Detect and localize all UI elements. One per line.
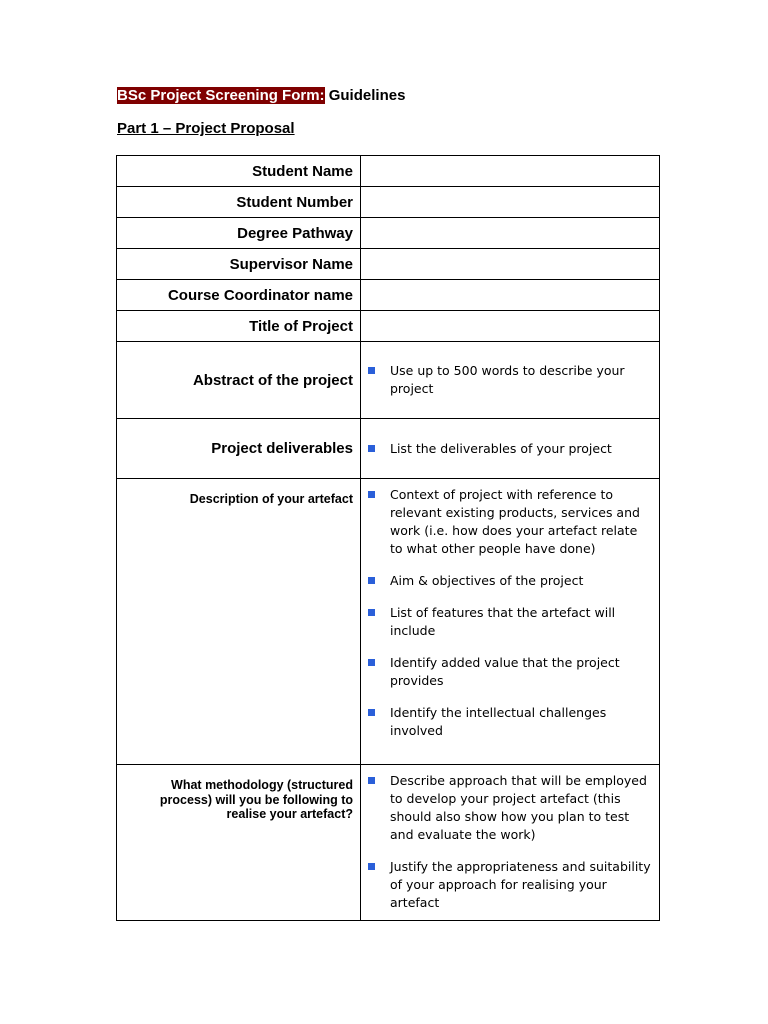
list-item: Identify added value that the project provides — [368, 654, 653, 690]
deliverables-guidelines — [361, 440, 659, 458]
artefact-guidelines — [361, 486, 659, 740]
degree-pathway-field[interactable] — [361, 218, 660, 249]
table-row — [117, 342, 660, 419]
label-student-name: Student Name — [117, 156, 361, 187]
label-student-number: Student Number — [117, 187, 361, 218]
table-row — [117, 419, 660, 479]
list-item: Justify the appropriateness and suitability of your approach for realising your artefact — [368, 858, 653, 912]
table-row — [117, 765, 660, 921]
form-title-rest: Guidelines — [324, 87, 406, 104]
label-degree-pathway: Degree Pathway — [117, 218, 361, 249]
bullet-square-icon — [368, 491, 375, 498]
label-abstract: Abstract of the project — [117, 342, 361, 419]
bullet-square-icon — [368, 609, 375, 616]
list-item: Describe approach that will be employed to develop your project artefact (this should also show how you plan to test and evaluate the work) — [368, 772, 653, 844]
student-number-field[interactable] — [361, 187, 660, 218]
list-item: Identify the intellectual challenges involved — [368, 704, 653, 740]
table-row — [117, 218, 660, 249]
list-item: Context of project with reference to relevant existing products, services and work (i.e. how does your artefact relate to what other people have done) — [368, 486, 653, 558]
list-item: Aim & objectives of the project — [368, 572, 653, 590]
methodology-field[interactable] — [361, 765, 660, 921]
table-row — [117, 249, 660, 280]
table-row — [117, 187, 660, 218]
table-row — [117, 280, 660, 311]
label-artefact: Description of your artefact — [117, 479, 361, 765]
label-course-coordinator: Course Coordinator name — [117, 280, 361, 311]
bullet-square-icon — [368, 709, 375, 716]
list-item: Use up to 500 words to describe your project — [368, 362, 653, 398]
list-item: List of features that the artefact will include — [368, 604, 653, 640]
label-methodology: What methodology (structured process) will you be following to realise your artefact? — [117, 765, 361, 921]
part-title: Part 1 – Project Proposal — [117, 120, 295, 137]
form-title-highlight: BSc Project Screening Form: — [117, 87, 325, 104]
table-row — [117, 311, 660, 342]
list-item: List the deliverables of your project — [368, 440, 653, 458]
label-deliverables: Project deliverables — [117, 419, 361, 479]
label-title-of-project: Title of Project — [117, 311, 361, 342]
table-row — [117, 156, 660, 187]
title-of-project-field[interactable] — [361, 311, 660, 342]
artefact-field[interactable] — [361, 479, 660, 765]
form-title — [117, 87, 405, 104]
bullet-square-icon — [368, 777, 375, 784]
abstract-guidelines — [361, 362, 659, 398]
bullet-square-icon — [368, 445, 375, 452]
course-coordinator-field[interactable] — [361, 280, 660, 311]
student-name-field[interactable] — [361, 156, 660, 187]
methodology-guidelines — [361, 772, 659, 912]
proposal-table — [116, 155, 660, 921]
abstract-field[interactable] — [361, 342, 660, 419]
deliverables-field[interactable] — [361, 419, 660, 479]
label-supervisor-name: Supervisor Name — [117, 249, 361, 280]
bullet-square-icon — [368, 863, 375, 870]
bullet-square-icon — [368, 659, 375, 666]
supervisor-name-field[interactable] — [361, 249, 660, 280]
bullet-square-icon — [368, 577, 375, 584]
bullet-square-icon — [368, 367, 375, 374]
table-row — [117, 479, 660, 765]
